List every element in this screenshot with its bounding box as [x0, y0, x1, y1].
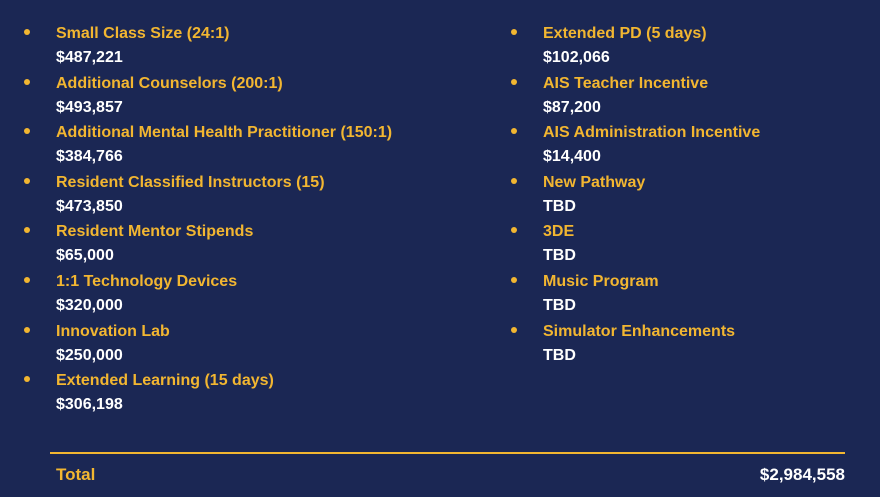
item-label: Extended PD (5 days) — [543, 25, 707, 42]
list-item — [24, 22, 474, 72]
item-label: Additional Counselors (200:1) — [56, 74, 283, 92]
item-value: $14,400 — [543, 148, 601, 166]
list-item — [511, 320, 871, 370]
bullet-icon — [24, 327, 30, 333]
list-item — [511, 270, 871, 320]
total-value: $2,984,558 — [759, 465, 845, 484]
bullet-icon — [24, 277, 30, 283]
bullet-icon — [511, 327, 517, 333]
bullet-icon — [24, 227, 30, 233]
total-divider — [50, 452, 845, 454]
list-item — [511, 121, 871, 171]
item-label: Small Class Size (24:1) — [56, 25, 230, 42]
item-value: $250,000 — [56, 346, 123, 364]
bullet-icon — [511, 178, 517, 184]
bullet-icon — [511, 227, 517, 233]
list-item — [24, 369, 474, 419]
item-label: AIS Administration Incentive — [543, 124, 761, 142]
bullet-icon — [24, 29, 30, 35]
item-label: 3DE — [543, 223, 575, 241]
item-label: Resident Classified Instructors (15) — [56, 173, 325, 191]
list-item — [511, 72, 871, 122]
item-value: $65,000 — [56, 247, 114, 265]
bullet-icon — [511, 277, 517, 283]
item-value: $102,066 — [543, 49, 610, 66]
list-item — [511, 22, 871, 72]
bullet-icon — [24, 376, 30, 382]
list-item — [24, 320, 474, 370]
list-item — [24, 72, 474, 122]
item-value: $306,198 — [56, 396, 123, 414]
item-value: $320,000 — [56, 296, 123, 314]
item-label: 1:1 Technology Devices — [56, 272, 238, 290]
list-item — [511, 171, 871, 221]
item-value: $493,857 — [56, 98, 123, 116]
item-label: Resident Mentor Stipends — [56, 223, 254, 241]
list-item — [511, 220, 871, 270]
bullet-icon — [24, 178, 30, 184]
item-value: TBD — [543, 296, 576, 314]
item-label: Music Program — [543, 272, 659, 290]
list-item — [24, 121, 474, 171]
list-item — [24, 270, 474, 320]
right-budget-list — [511, 22, 871, 369]
item-value: $87,200 — [543, 98, 601, 116]
item-label: New Pathway — [543, 173, 646, 191]
item-label: AIS Teacher Incentive — [543, 74, 709, 92]
bullet-icon — [511, 29, 517, 35]
item-label: Additional Mental Health Practitioner (150:1) — [56, 124, 393, 142]
bullet-icon — [24, 128, 30, 134]
item-label: Extended Learning (15 days) — [56, 372, 274, 390]
total-label: Total — [56, 465, 96, 484]
item-value: TBD — [543, 197, 576, 215]
item-label: Simulator Enhancements — [543, 322, 736, 340]
left-budget-list — [24, 22, 474, 419]
item-value: $384,766 — [56, 148, 123, 166]
bullet-icon — [511, 128, 517, 134]
item-value: $473,850 — [56, 197, 123, 215]
bullet-icon — [511, 79, 517, 85]
bullet-icon — [24, 79, 30, 85]
item-value: TBD — [543, 346, 576, 364]
item-value: TBD — [543, 247, 576, 265]
list-item — [24, 220, 474, 270]
item-value: $487,221 — [56, 49, 123, 66]
list-item — [24, 171, 474, 221]
item-label: Innovation Lab — [56, 322, 170, 340]
